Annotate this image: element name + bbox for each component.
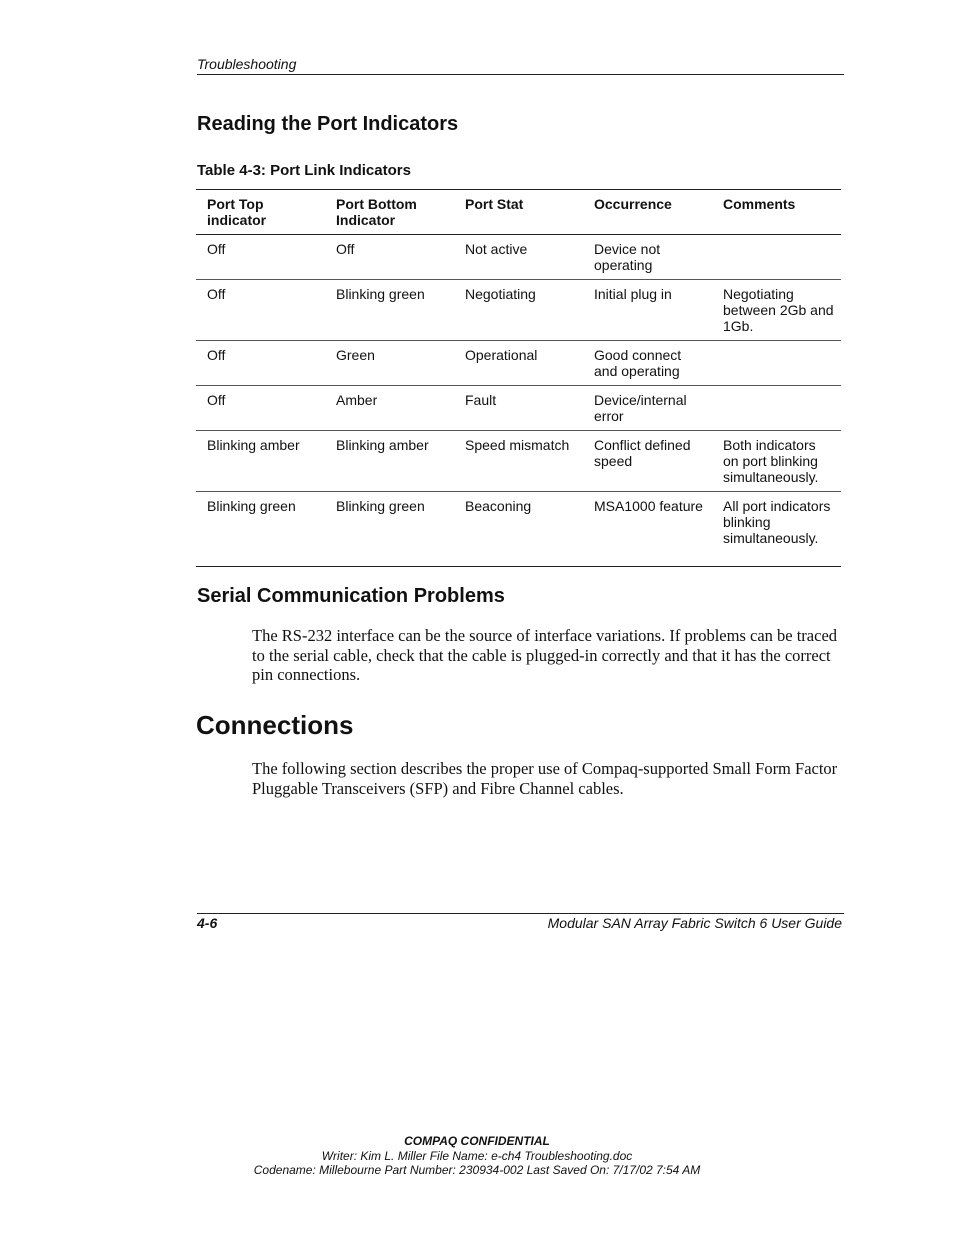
table-cell: Blinking amber [196, 431, 325, 492]
confidential-label: COMPAQ CONFIDENTIAL [404, 1134, 550, 1148]
table-header-row [196, 190, 841, 235]
column-header: Port Top indicator [196, 190, 325, 235]
column-header: Occurrence [583, 190, 712, 235]
table-cell: All port indicators blinking simultaneously. [712, 492, 841, 567]
table-cell: Not active [454, 235, 583, 280]
table-cell: Off [196, 341, 325, 386]
table-caption: Table 4-3: Port Link Indicators [197, 162, 411, 179]
column-header: Comments [712, 190, 841, 235]
table-row [196, 431, 841, 492]
table-cell: Device not operating [583, 235, 712, 280]
table-cell: Both indicators on port blinking simultaneously. [712, 431, 841, 492]
table-cell: Fault [454, 386, 583, 431]
table-cell: Off [325, 235, 454, 280]
column-header: Port Bottom Indicator [325, 190, 454, 235]
table-cell: Green [325, 341, 454, 386]
writer-info: Writer: Kim L. Miller File Name: e-ch4 Troubleshooting.doc [321, 1149, 633, 1163]
running-header: Troubleshooting [197, 56, 297, 72]
table-cell [712, 386, 841, 431]
table-cell: Conflict defined speed [583, 431, 712, 492]
section-heading-port-indicators: Reading the Port Indicators [197, 113, 459, 135]
table-row [196, 235, 841, 280]
header-rule [197, 74, 844, 75]
table-cell: Blinking green [196, 492, 325, 567]
table-cell: Beaconing [454, 492, 583, 567]
table-row [196, 386, 841, 431]
table-cell: Speed mismatch [454, 431, 583, 492]
table-cell: Negotiating between 2Gb and 1Gb. [712, 280, 841, 341]
table-cell: Blinking green [325, 280, 454, 341]
page-number: 4-6 [197, 915, 218, 931]
table-cell: MSA1000 feature [583, 492, 712, 567]
serial-paragraph: The RS-232 interface can be the source of interface variations. If problems can be traced to the serial cable, check that the cable is plugged-in correctly and that it has the correct pin connections. [252, 626, 838, 684]
table-cell: Off [196, 280, 325, 341]
table-cell: Off [196, 386, 325, 431]
connections-paragraph: The following section describes the proper use of Compaq-supported Small Form Factor Pluggable Transceivers (SFP) and Fibre Channel cables. [252, 759, 838, 798]
table-cell: Device/internal error [583, 386, 712, 431]
table-cell: Amber [325, 386, 454, 431]
table-cell: Initial plug in [583, 280, 712, 341]
section-heading-serial: Serial Communication Problems [197, 585, 505, 607]
codename-info: Codename: Millebourne Part Number: 230934-002 Last Saved On: 7/17/02 7:54 AM [253, 1163, 701, 1177]
table-cell: Negotiating [454, 280, 583, 341]
table-row [196, 280, 841, 341]
footer-rule [197, 913, 844, 914]
table-cell [712, 235, 841, 280]
table-cell: Blinking green [325, 492, 454, 567]
table-row [196, 492, 841, 567]
table-cell: Good connect and operating [583, 341, 712, 386]
table-cell: Off [196, 235, 325, 280]
table-cell: Blinking amber [325, 431, 454, 492]
column-header: Port Stat [454, 190, 583, 235]
chapter-heading-connections: Connections [196, 710, 354, 740]
table-cell [712, 341, 841, 386]
table-cell: Operational [454, 341, 583, 386]
table-row [196, 341, 841, 386]
port-link-indicators-table [196, 189, 841, 567]
book-title: Modular SAN Array Fabric Switch 6 User Guide [547, 915, 842, 931]
